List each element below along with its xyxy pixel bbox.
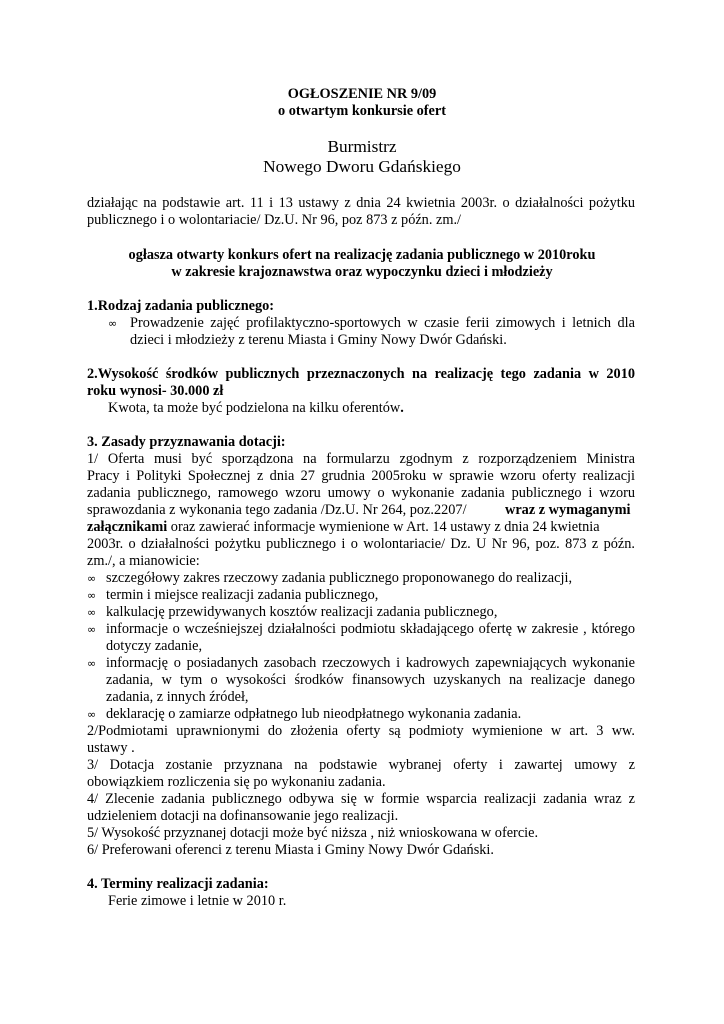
section3-bullet-5-line1: informację o posiadanych zasobach rzeczowych i kadrowych zapewniających wykonanie (106, 655, 635, 671)
section3-bullet-2: termin i miejsce realizacji zadania publicznego, (106, 587, 379, 603)
section3-bullet-1: szczegółowy zakres rzeczowy zadania publicznego proponowanego do realizacji, (106, 570, 573, 586)
section3-heading: 3. Zasady przyznawania dotacji: (87, 434, 286, 450)
section3-p2-line1: 2/Podmiotami uprawnionymi do złożenia oferty są podmioty wymienione w art. 3 ww. (87, 723, 635, 739)
section2-note (108, 400, 404, 417)
section4-heading: 4. Terminy realizacji zadania: (87, 876, 269, 892)
section2-note-end: . (400, 400, 404, 416)
section3-p6: 6/ Preferowani oferenci z terenu Miasta i Gminy Nowy Dwór Gdański. (87, 842, 494, 858)
section3-bullet-3: kalkulację przewidywanych kosztów realizacji zadania publicznego, (106, 604, 498, 620)
intro-line1: działając na podstawie art. 11 i 13 ustawy z dnia 24 kwietnia 2003r. o działalności pożytku (87, 195, 635, 211)
bullet-infinity-icon: ∞ (87, 606, 97, 619)
bullet-infinity-icon: ∞ (87, 657, 97, 670)
section3-p1-line4-b: wraz z wymaganymi (505, 502, 631, 518)
authority-title-line1: Burmistrz (327, 137, 397, 156)
section3-p1-line6: 2003r. o działalności pożytku publicznego i o wolontariacie/ Dz. U Nr 96, poz. 873 z późn. (87, 536, 635, 552)
section3-p3-line1: 3/ Dotacja zostanie przyznana na podstawie wybranej oferty i zawartej umowy z (87, 757, 635, 773)
section3-bullet-4-line2: dotyczy zadanie, (106, 638, 203, 654)
section3-bullet-5-line2: zadania, w tym o wysokości środków finansowych uzyskanych na realizacje danego (106, 672, 635, 688)
section3-bullet-6: deklarację o zamiarze odpłatnego lub nieodpłatnego wykonania zadania. (106, 706, 522, 722)
section2-note-text: Kwota, ta może być podzielona na kilku oferentów (108, 400, 401, 416)
section3-p1-line2: Pracy i Polityki Społecznej z dnia 27 grudnia 2005roku w sprawie wzoru oferty realizacji (87, 468, 635, 484)
notice-subtitle: o otwartym konkursie ofert (278, 103, 446, 119)
section3-p4-line2: udzieleniem dotacji na dofinansowanie jego realizacji. (87, 808, 399, 824)
bullet-infinity-icon: ∞ (87, 572, 97, 585)
notice-number: OGŁOSZENIE NR 9/09 (287, 86, 437, 102)
bullet-infinity-icon: ∞ (108, 317, 118, 330)
announcement-line1: ogłasza otwarty konkurs ofert na realizację zadania publicznego w 2010roku (128, 247, 596, 263)
section2-heading-line1: 2.Wysokość środków publicznych przeznaczonych na realizację tego zadania w 2010 (87, 366, 635, 382)
section3-bullet-4-line1: informacje o wcześniejszej działalności podmiotu składającego ofertę w zakresie , którego (106, 621, 635, 637)
section3-p1-line5-a: załącznikami (87, 519, 168, 535)
section1-item-line1: Prowadzenie zajęć profilaktyczno-sportowych w czasie ferii zimowych i letnich dla (130, 315, 635, 331)
section1-heading: 1.Rodzaj zadania publicznego: (87, 298, 275, 314)
bullet-infinity-icon: ∞ (87, 589, 97, 602)
section3-p5: 5/ Wysokość przyznanej dotacji może być niższa , niż wnioskowana w ofercie. (87, 825, 539, 841)
section3-p1-line4-a: sprawozdania z wykonania tego zadania /Dz.U. Nr 264, poz.2207/ (87, 502, 467, 518)
section3-p1-line5-b: oraz zawierać informacje wymienione w Art. 14 ustawy z dnia 24 kwietnia (167, 519, 600, 535)
section4-text: Ferie zimowe i letnie w 2010 r. (108, 893, 287, 909)
section2-heading-line2: roku wynosi- 30.000 zł (87, 383, 224, 399)
section3-p1-line5 (87, 519, 600, 536)
section3-bullet-5-line3: zadania, z innych źródeł, (106, 689, 249, 705)
bullet-infinity-icon: ∞ (87, 708, 97, 721)
section3-p1-line7: zm./, a mianowicie: (87, 553, 200, 569)
section3-p4-line1: 4/ Zlecenie zadania publicznego odbywa się w formie wsparcia realizacji zadania wraz z (87, 791, 635, 807)
authority-title-line2: Nowego Dworu Gdańskiego (263, 157, 461, 176)
bullet-infinity-icon: ∞ (87, 623, 97, 636)
section3-p1-line3: zadania publicznego, ramowego wzoru umowy o wykonanie zadania publicznego i wzoru (87, 485, 635, 501)
section3-p3-line2: obowiązkiem rozliczenia się po wykonaniu zadania. (87, 774, 386, 790)
section3-p2-line2: ustawy . (87, 740, 135, 756)
intro-line2: publicznego i o wolontariacie/ Dz.U. Nr 96, poz 873 z późn. zm./ (87, 212, 461, 228)
announcement-line2: w zakresie krajoznawstwa oraz wypoczynku dzieci i młodzieży (171, 264, 553, 280)
section3-p1-line4 (87, 502, 467, 519)
section3-p1-line1: 1/ Oferta musi być sporządzona na formularzu zgodnym z rozporządzeniem Ministra (87, 451, 635, 467)
section1-item-line2: dzieci i młodzieży z terenu Miasta i Gminy Nowy Dwór Gdański. (130, 332, 507, 348)
